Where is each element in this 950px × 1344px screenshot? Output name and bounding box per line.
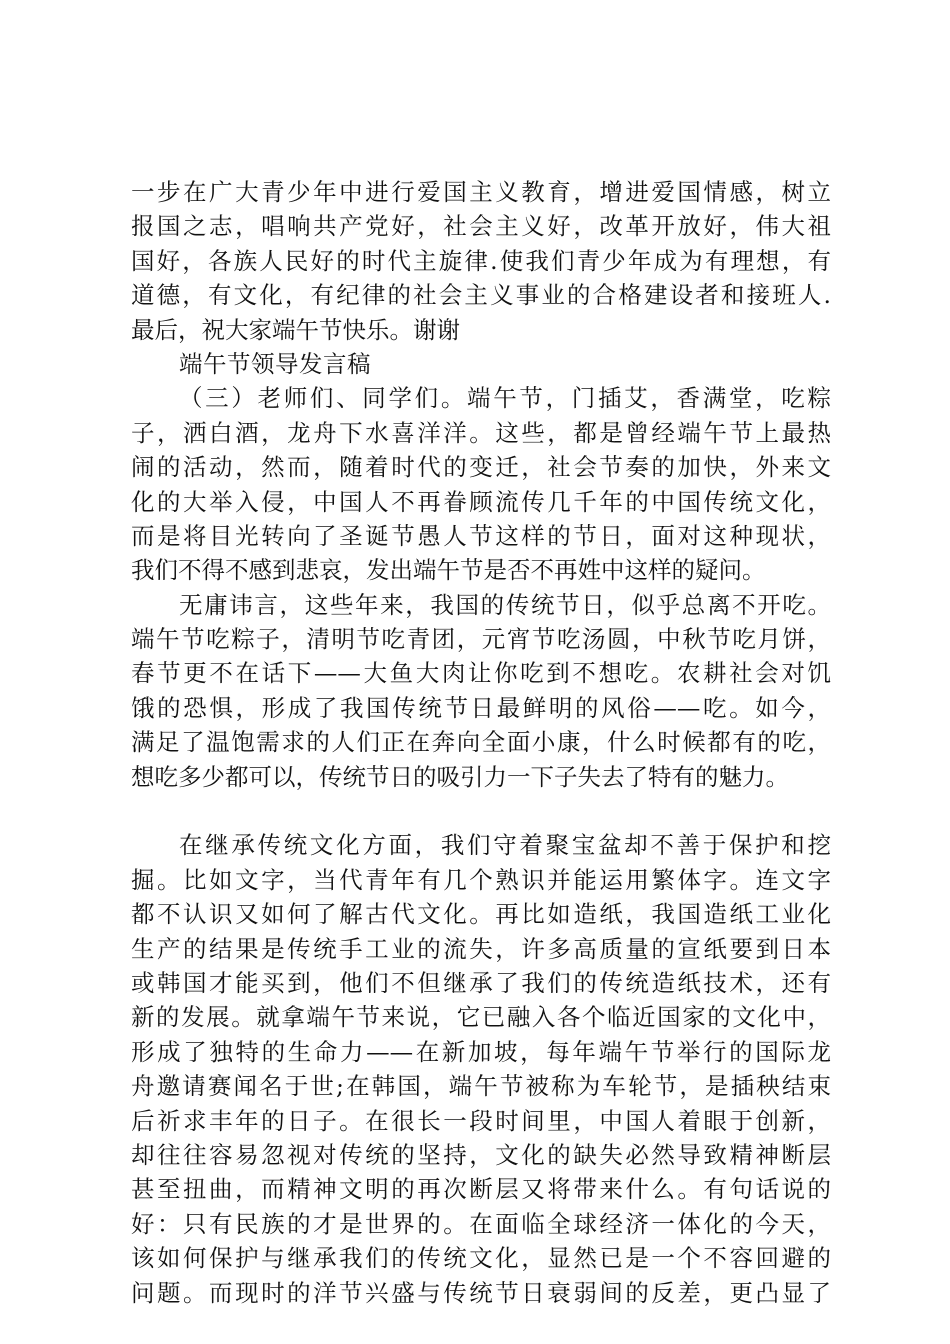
text-line: 甚至扭曲，而精神文明的再次断层又将带来什么。有句话说的 xyxy=(131,1175,831,1204)
text-line: 后祈求丰年的日子。在很长一段时间里，中国人着眼于创新， xyxy=(131,1106,831,1135)
text-line: 饿的恐惧，形成了我国传统节日最鲜明的风俗——吃。如今， xyxy=(131,693,831,722)
text-line: 新的发展。就拿端午节来说，它已融入各个临近国家的文化中， xyxy=(131,1003,831,1032)
text-line: 掘。比如文字，当代青年有几个熟识并能运用繁体字。连文字 xyxy=(131,865,831,894)
text-line: 道德，有文化，有纪律的社会主义事业的合格建设者和接班人. xyxy=(131,281,831,310)
section-title: 端午节领导发言稿 xyxy=(179,349,371,378)
text-line: 生产的结果是传统手工业的流失，许多高质量的宣纸要到日本 xyxy=(131,934,831,963)
text-line: 最后，祝大家端午节快乐。谢谢 xyxy=(131,315,460,344)
text-line: 子，洒白酒，龙舟下水喜洋洋。这些，都是曾经端午节上最热 xyxy=(131,418,831,447)
text-line: 满足了温饱需求的人们正在奔向全面小康，什么时候都有的吃， xyxy=(131,728,831,757)
text-line: 春节更不在话下——大鱼大肉让你吃到不想吃。农耕社会对饥 xyxy=(131,659,831,688)
text-line: 舟邀请赛闻名于世;在韩国，端午节被称为车轮节，是插秧结束 xyxy=(131,1072,831,1101)
text-line: 国好，各族人民好的时代主旋律.使我们青少年成为有理想，有 xyxy=(131,246,831,275)
paragraph-festival-food xyxy=(131,588,831,794)
text-line: 问题。而现时的洋节兴盛与传统节日衰弱间的反差，更凸显了 xyxy=(131,1278,831,1307)
text-line: 而是将目光转向了圣诞节愚人节这样的节日，面对这种现状， xyxy=(131,521,831,550)
text-line: 该如何保护与继承我们的传统文化，显然已是一个不容回避的 xyxy=(131,1244,831,1273)
text-line: 好：只有民族的才是世界的。在面临全球经济一体化的今天， xyxy=(131,1209,831,1238)
text-line: 端午节吃粽子，清明节吃青团，元宵节吃汤圆，中秋节吃月饼， xyxy=(131,625,831,654)
text-line: 无庸讳言，这些年来，我国的传统节日，似乎总离不开吃。 xyxy=(179,590,831,619)
paragraph-dragon-boat-intro xyxy=(131,381,831,587)
text-line: 化的大举入侵，中国人不再眷顾流传几千年的中国传统文化， xyxy=(131,487,831,516)
paragraph-spacer xyxy=(131,794,831,828)
text-line: 形成了独特的生命力——在新加坡，每年端午节举行的国际龙 xyxy=(131,1037,831,1066)
text-line: 一步在广大青少年中进行爱国主义教育，增进爱国情感，树立 xyxy=(131,178,831,206)
paragraph-cultural-heritage xyxy=(131,828,831,1309)
text-line: 都不认识又如何了解古代文化。再比如造纸，我国造纸工业化 xyxy=(131,900,831,929)
text-line: 或韩国才能买到，他们不但继承了我们的传统造纸技术，还有 xyxy=(131,968,831,997)
document-body xyxy=(131,175,831,1310)
text-line: 在继承传统文化方面，我们守着聚宝盆却不善于保护和挖 xyxy=(179,831,831,860)
text-line: 想吃多少都可以，传统节日的吸引力一下子失去了特有的魅力。 xyxy=(131,762,789,791)
text-line: 闹的活动，然而，随着时代的变迁，社会节奏的加快，外来文 xyxy=(131,453,831,482)
text-line: 报国之志，唱响共产党好，社会主义好，改革开放好，伟大祖 xyxy=(131,212,831,241)
text-line: 却往往容易忽视对传统的坚持，文化的缺失必然导致精神断层 xyxy=(131,1140,831,1169)
paragraph-closing-speech xyxy=(131,175,831,347)
text-line: （三）老师们、同学们。端午节，门插艾，香满堂，吃粽 xyxy=(179,384,831,413)
text-line: 我们不得不感到悲哀，发出端午节是否不再姓中这样的疑问。 xyxy=(131,556,766,585)
